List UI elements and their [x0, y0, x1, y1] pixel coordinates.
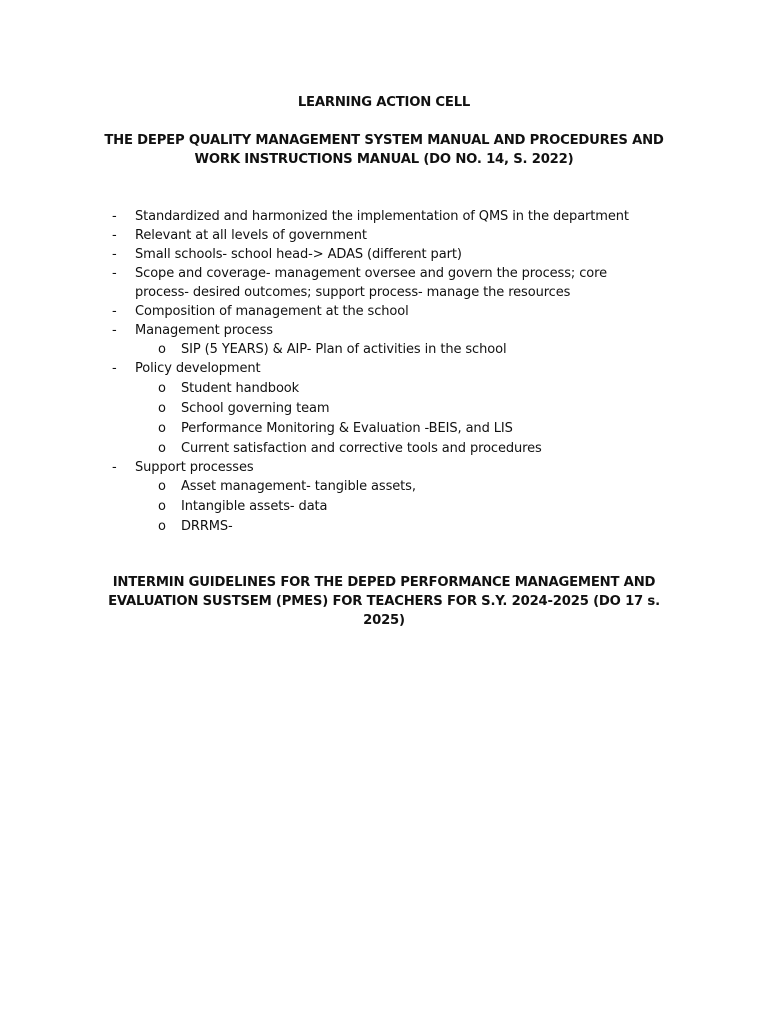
document-title: LEARNING ACTION CELL	[297, 95, 471, 110]
list-item-text: Management process	[135, 323, 273, 338]
list-item-text: Composition of management at the school	[135, 304, 409, 319]
section1-heading: THE DEPEP QUALITY MANAGEMENT SYSTEM MANUAL AND PROCEDURES AND WORK INSTRUCTIONS MANUAL (DO NO. 14, S. 2022)	[104, 133, 664, 167]
list-item	[0, 264, 768, 302]
list-item	[0, 302, 768, 321]
bullet-marker: -	[112, 460, 117, 475]
sub-list-item-text: Performance Monitoring & Evaluation -BEIS, and LIS	[181, 421, 513, 436]
bullet-marker: -	[112, 247, 117, 262]
sub-bullet-marker: o	[158, 421, 166, 436]
bullet-marker: -	[112, 361, 117, 376]
list-item	[0, 226, 768, 245]
bullet-marker: -	[112, 266, 117, 281]
sub-bullet-marker: o	[158, 342, 166, 357]
bullet-marker: -	[112, 228, 117, 243]
list-item-text: Standardized and harmonized the implementation of QMS in the department	[135, 209, 629, 224]
sub-bullet-marker: o	[158, 499, 166, 514]
list-item	[0, 207, 768, 226]
sub-bullet-marker: o	[158, 381, 166, 396]
sub-bullet-marker: o	[158, 479, 166, 494]
bullet-list	[0, 207, 768, 536]
sub-list-item	[0, 379, 768, 398]
list-item-text: Policy development	[135, 361, 261, 376]
sub-list-item	[0, 497, 768, 516]
list-item	[0, 359, 768, 378]
list-item	[0, 245, 768, 264]
sub-list-item-text: DRRMS-	[181, 519, 233, 534]
sub-list-item	[0, 517, 768, 536]
sub-list-item-text: Student handbook	[181, 381, 300, 396]
list-item-text: Scope and coverage- management oversee and govern the process; core process- desired outcomes; support process- manage the resources	[135, 266, 607, 300]
sub-bullet-marker: o	[158, 441, 166, 456]
sub-list-item	[0, 477, 768, 496]
sub-list-item-text: Asset management- tangible assets,	[181, 479, 416, 494]
section2-heading: INTERMIN GUIDELINES FOR THE DEPED PERFORMANCE MANAGEMENT AND EVALUATION SUSTSEM (PMES) FOR TEACHERS FOR S.Y. 2024-2025 (DO 17 s. 2025)	[108, 575, 660, 628]
list-item-text: Small schools- school head-> ADAS (different part)	[135, 247, 462, 262]
sub-list-item-text: Intangible assets- data	[181, 499, 328, 514]
sub-list-item-text: Current satisfaction and corrective tools and procedures	[181, 441, 542, 456]
list-item-text: Relevant at all levels of government	[135, 228, 367, 243]
sub-list-item	[0, 419, 768, 438]
bullet-marker: -	[112, 209, 117, 224]
list-item	[0, 321, 768, 340]
list-item	[0, 458, 768, 477]
sub-bullet-marker: o	[158, 519, 166, 534]
sub-bullet-marker: o	[158, 401, 166, 416]
sub-list-item	[0, 399, 768, 418]
sub-list-item-text: SIP (5 YEARS) & AIP- Plan of activities in the school	[181, 342, 507, 357]
sub-list-item	[0, 340, 768, 359]
sub-list-item-text: School governing team	[181, 401, 330, 416]
sub-list-item	[0, 439, 768, 458]
list-item-text: Support processes	[135, 460, 254, 475]
bullet-marker: -	[112, 323, 117, 338]
bullet-marker: -	[112, 304, 117, 319]
